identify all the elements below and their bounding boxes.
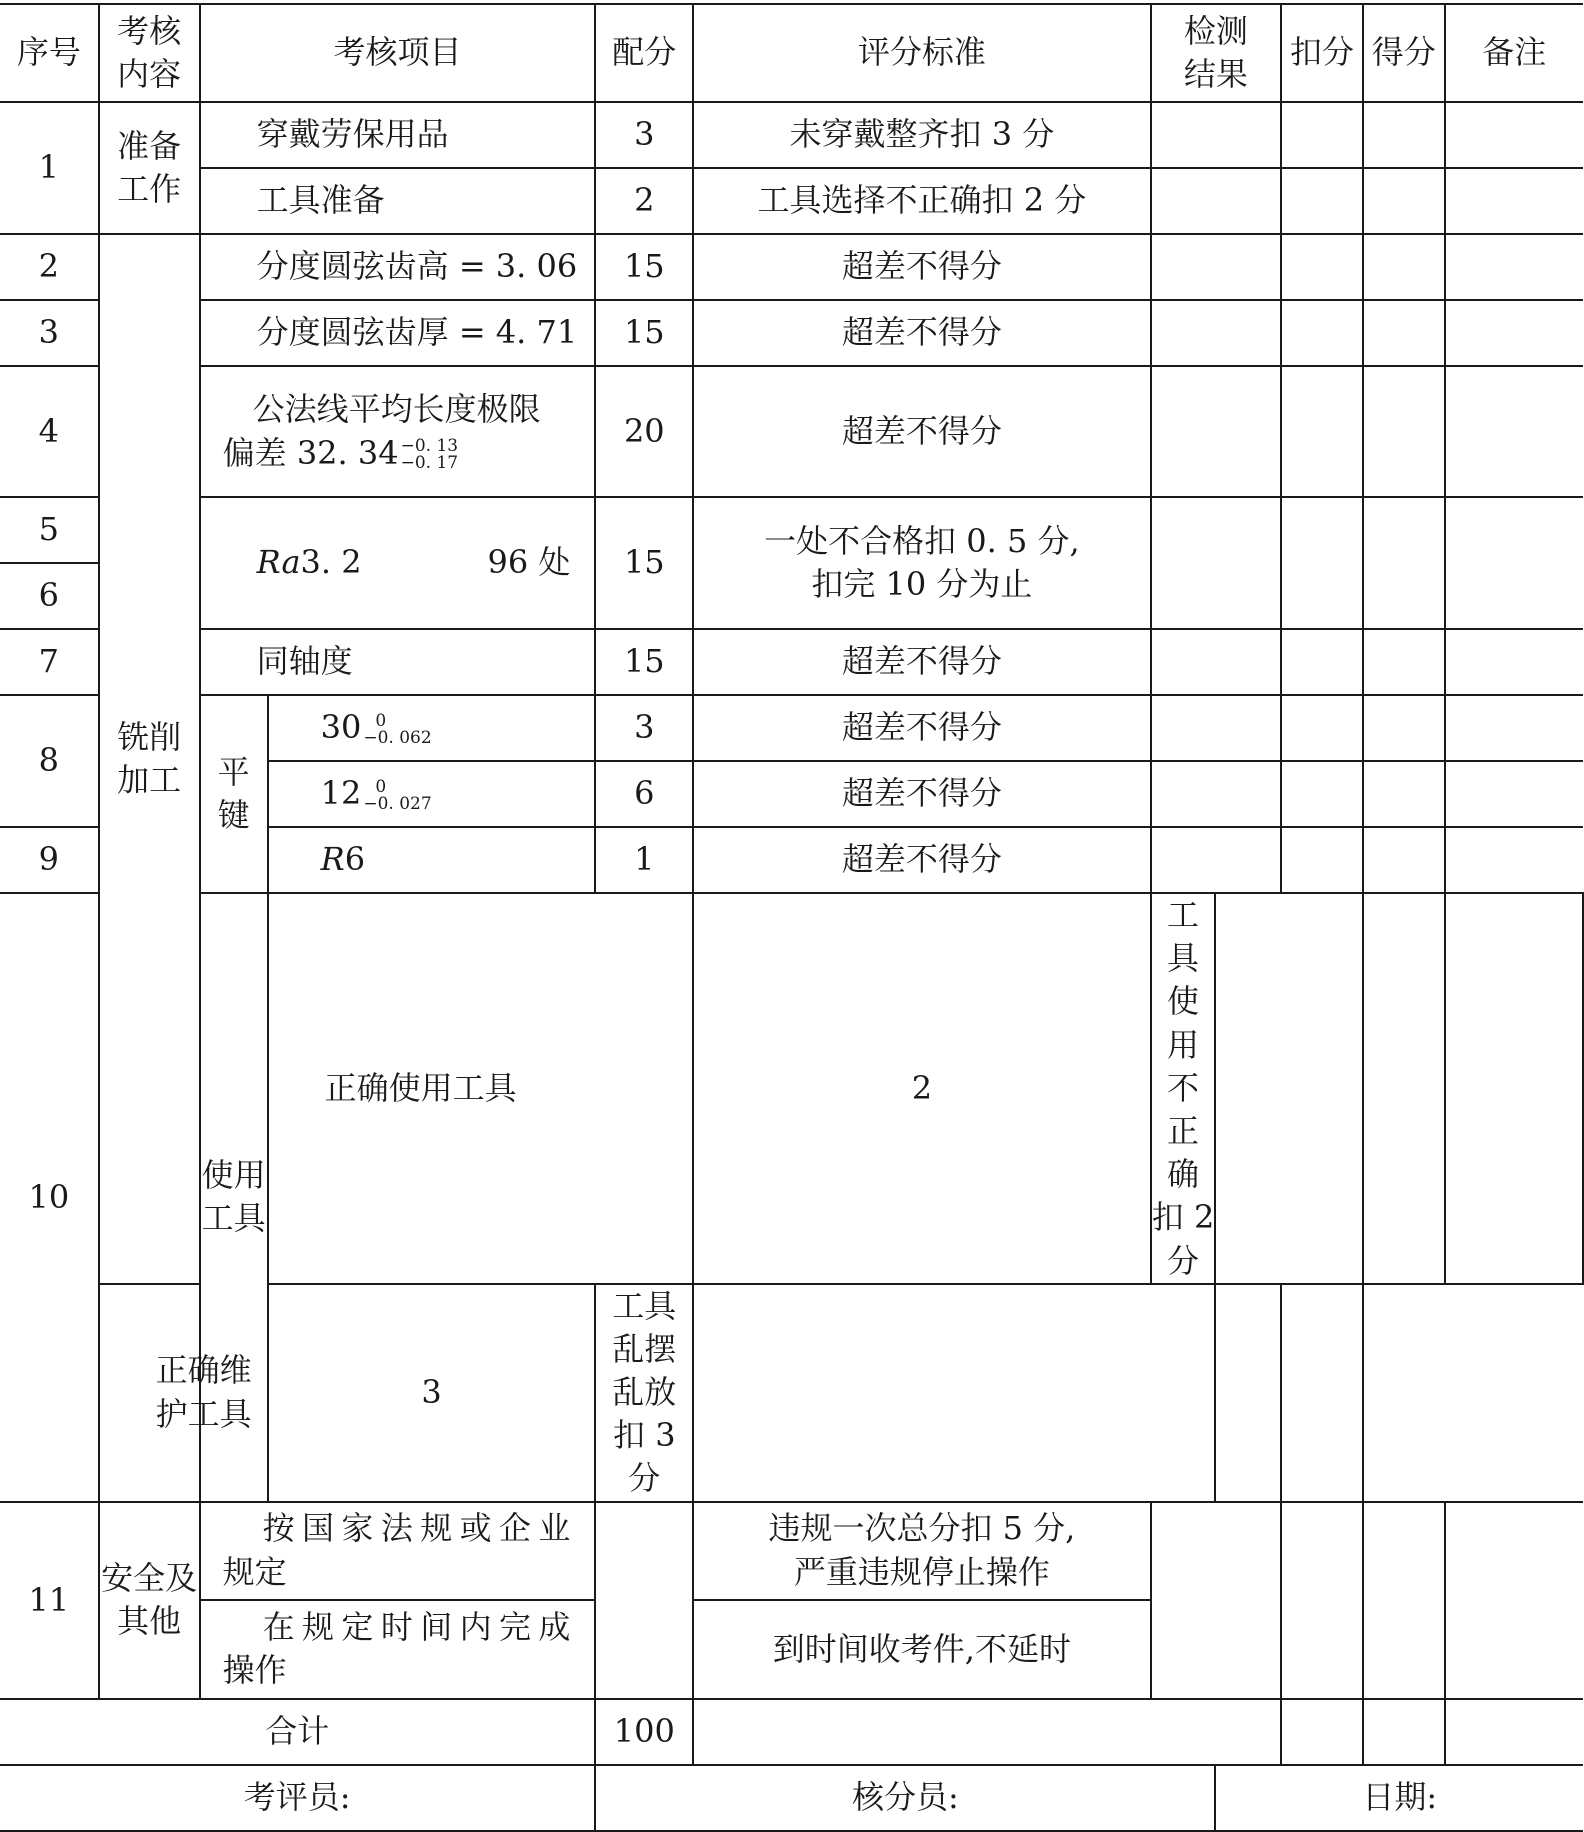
total-score: 100 — [595, 1699, 693, 1765]
score-cell: 3 — [595, 102, 693, 168]
tolerance: −0. 13 −0. 17 — [400, 436, 459, 473]
got-cell[interactable] — [1281, 1284, 1363, 1502]
table-row — [0, 1502, 1584, 1600]
deduct-cell[interactable] — [1281, 497, 1363, 629]
table-row — [0, 366, 1584, 497]
table-row — [0, 695, 1584, 761]
note-cell[interactable] — [1445, 102, 1583, 168]
score-cell: 2 — [693, 893, 1150, 1284]
item-cell: 30 0 −0. 062 — [268, 695, 596, 761]
criteria-cell: 超差不得分 — [693, 695, 1150, 761]
result-cell[interactable] — [1151, 827, 1282, 893]
item-cell: 按国家法规或企业 规定 — [200, 1502, 596, 1600]
date-field[interactable]: 日期: — [1215, 1765, 1583, 1831]
deduct-cell[interactable] — [1281, 300, 1363, 366]
score-cell: 3 — [268, 1284, 596, 1502]
got-cell[interactable] — [1363, 827, 1445, 893]
row-no: 9 — [0, 827, 99, 893]
deduct-cell[interactable] — [1281, 366, 1363, 497]
got-cell[interactable] — [1363, 300, 1445, 366]
item-cell: 工具准备 — [200, 168, 596, 234]
section-key: 平键 — [200, 695, 268, 893]
got-cell[interactable] — [1363, 168, 1445, 234]
item-cell: 同轴度 — [200, 629, 596, 695]
table-row — [0, 168, 1584, 234]
header-note: 备注 — [1445, 4, 1583, 102]
note-cell[interactable] — [1445, 629, 1583, 695]
note-cell[interactable] — [1445, 1502, 1583, 1699]
note-cell[interactable] — [1445, 168, 1583, 234]
row-no: 8 — [0, 695, 99, 827]
section-safety: 安全及其他 — [99, 1502, 200, 1699]
score-cell: 6 — [595, 761, 693, 827]
item-cell: 穿戴劳保用品 — [200, 102, 596, 168]
got-cell[interactable] — [1363, 761, 1445, 827]
score-cell: 15 — [595, 300, 693, 366]
got-cell[interactable] — [1363, 497, 1445, 629]
checker-field[interactable]: 核分员: — [595, 1765, 1215, 1831]
row-no: 6 — [0, 563, 99, 629]
result-cell[interactable] — [693, 1284, 1215, 1502]
item-cell: 分度圆弦齿厚 = 4. 71 — [200, 300, 596, 366]
section-tool: 使用工具 — [200, 893, 268, 1502]
header-item: 考核项目 — [200, 4, 596, 102]
tolerance: 0 −0. 027 — [363, 776, 432, 814]
result-cell[interactable] — [1151, 168, 1282, 234]
criteria-cell: 到时间收考件,不延时 — [693, 1600, 1150, 1699]
header-score: 配分 — [595, 4, 693, 102]
got-cell[interactable] — [1363, 234, 1445, 300]
item-cell: 正确维护工具 — [99, 1284, 268, 1502]
item-cell: 12 0 −0. 027 — [268, 761, 596, 827]
note-cell[interactable] — [1445, 827, 1583, 893]
total-label: 合计 — [0, 1699, 595, 1765]
total-deduct-cell[interactable] — [1281, 1699, 1363, 1765]
deduct-cell[interactable] — [1281, 102, 1363, 168]
criteria-cell: 未穿戴整齐扣 3 分 — [693, 102, 1150, 168]
row-no: 3 — [0, 300, 99, 366]
result-cell[interactable] — [1151, 629, 1282, 695]
table-row — [0, 1284, 1584, 1502]
criteria-cell: 超差不得分 — [693, 827, 1150, 893]
got-cell[interactable] — [1363, 1502, 1445, 1699]
examiner-field[interactable]: 考评员: — [0, 1765, 595, 1831]
deduct-cell[interactable] — [1363, 893, 1445, 1284]
got-cell[interactable] — [1363, 102, 1445, 168]
item-cell: 分度圆弦齿高 = 3. 06 — [200, 234, 596, 300]
criteria-cell: 违规一次总分扣 5 分, 严重违规停止操作 — [693, 1502, 1150, 1600]
header-content: 考核内容 — [99, 4, 200, 102]
score-cell: 2 — [595, 168, 693, 234]
deduct-cell[interactable] — [1215, 1284, 1281, 1502]
row-no: 7 — [0, 629, 99, 695]
score-cell: 3 — [595, 695, 693, 761]
note-cell[interactable] — [1445, 695, 1583, 761]
note-cell[interactable] — [1363, 1284, 1445, 1502]
deduct-cell[interactable] — [1281, 629, 1363, 695]
score-table — [0, 3, 1584, 1832]
criteria-cell: 工具选择不正确扣 2 分 — [693, 168, 1150, 234]
row-no: 1 — [0, 102, 99, 234]
table-row — [0, 629, 1584, 695]
deduct-cell[interactable] — [1281, 761, 1363, 827]
table-row — [0, 497, 1584, 563]
total-note-cell[interactable] — [1445, 1699, 1583, 1765]
item-cell: 在规定时间内完成 操作 — [200, 1600, 596, 1699]
total-row — [0, 1699, 1584, 1765]
criteria-cell: 超差不得分 — [693, 629, 1150, 695]
criteria-cell: 超差不得分 — [693, 234, 1150, 300]
score-cell: 15 — [595, 497, 693, 629]
row-no: 10 — [0, 893, 99, 1502]
table-row — [0, 102, 1584, 168]
result-cell[interactable] — [1151, 234, 1282, 300]
row-no: 5 — [0, 497, 99, 563]
section-mill: 铣削加工 — [99, 234, 200, 1284]
criteria-cell: 超差不得分 — [693, 300, 1150, 366]
criteria-cell: 一处不合格扣 0. 5 分, 扣完 10 分为止 — [693, 497, 1150, 629]
signature-row — [0, 1765, 1584, 1831]
table-row — [0, 234, 1584, 300]
note-cell[interactable] — [1445, 234, 1583, 300]
row-no: 4 — [0, 366, 99, 497]
got-cell[interactable] — [1363, 629, 1445, 695]
deduct-cell[interactable] — [1281, 1502, 1363, 1699]
result-cell[interactable] — [1151, 1502, 1282, 1699]
deduct-cell[interactable] — [1281, 695, 1363, 761]
header-got: 得分 — [1363, 4, 1445, 102]
criteria-cell: 工具乱摆乱放扣 3 分 — [595, 1284, 693, 1502]
got-cell[interactable] — [1445, 893, 1583, 1284]
score-cell — [595, 1502, 693, 1699]
header-result: 检测结果 — [1151, 4, 1282, 102]
result-cell[interactable] — [1151, 300, 1282, 366]
score-cell: 1 — [595, 827, 693, 893]
table-row — [0, 893, 1584, 1284]
row-no: 2 — [0, 234, 99, 300]
header-criteria: 评分标准 — [693, 4, 1150, 102]
result-cell[interactable] — [1151, 102, 1282, 168]
score-cell: 15 — [595, 234, 693, 300]
total-criteria-cell — [693, 1699, 1281, 1765]
item-cell: 正确使用工具 — [268, 893, 694, 1284]
tolerance: 0 −0. 062 — [363, 710, 432, 748]
deduct-cell[interactable] — [1281, 168, 1363, 234]
criteria-cell: 工具使用不正确扣 2 分 — [1151, 893, 1216, 1284]
criteria-cell: 超差不得分 — [693, 761, 1150, 827]
note-cell[interactable] — [1445, 366, 1583, 497]
note-cell[interactable] — [1445, 761, 1583, 827]
score-cell: 20 — [595, 366, 693, 497]
note-cell[interactable] — [1445, 497, 1583, 629]
score-cell: 15 — [595, 629, 693, 695]
deduct-cell[interactable] — [1281, 234, 1363, 300]
item-cell: R6 — [268, 827, 596, 893]
result-cell[interactable] — [1151, 695, 1282, 761]
header-deduct: 扣分 — [1281, 4, 1363, 102]
table-row — [0, 300, 1584, 366]
header-no: 序号 — [0, 4, 99, 102]
section-prep: 准备工作 — [99, 102, 200, 234]
item-cell: 公法线平均长度极限 偏差 32. 34 −0. 13 −0. 17 — [200, 366, 596, 497]
got-cell[interactable] — [1363, 695, 1445, 761]
result-cell[interactable] — [1215, 893, 1362, 1284]
total-got-cell[interactable] — [1363, 1699, 1445, 1765]
criteria-cell: 超差不得分 — [693, 366, 1150, 497]
row-no: 11 — [0, 1502, 99, 1699]
result-cell[interactable] — [1151, 497, 1282, 629]
header-row — [0, 4, 1584, 102]
deduct-cell[interactable] — [1281, 827, 1363, 893]
result-cell[interactable] — [1151, 366, 1282, 497]
item-cell: Ra3. 2 96 处 — [200, 497, 596, 629]
note-cell[interactable] — [1445, 300, 1583, 366]
result-cell[interactable] — [1151, 761, 1282, 827]
got-cell[interactable] — [1363, 366, 1445, 497]
